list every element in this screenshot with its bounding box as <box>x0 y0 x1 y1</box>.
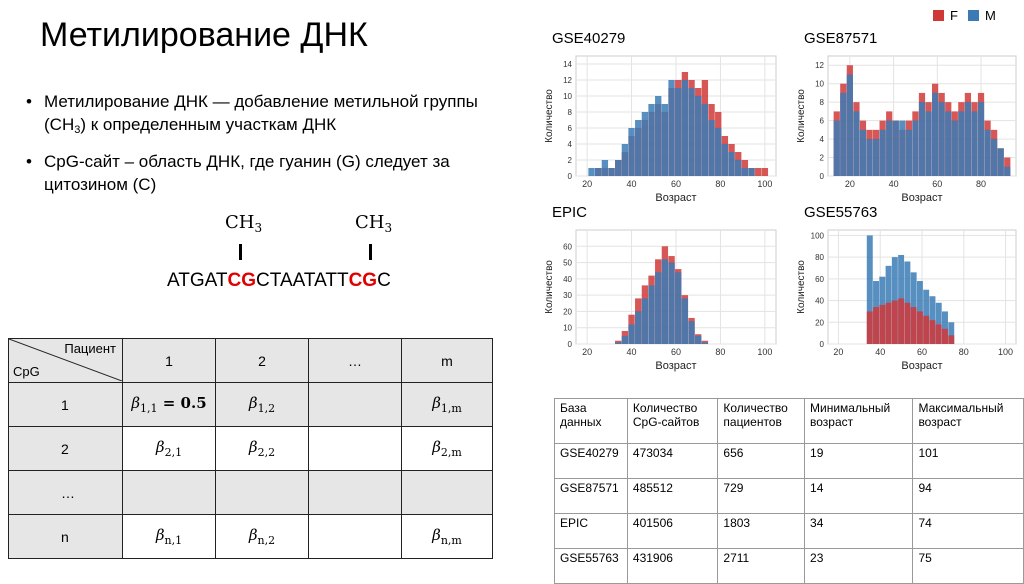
x-axis-label: Возраст <box>655 360 697 372</box>
x-tick-label: 60 <box>670 179 682 189</box>
y-tick-label: 80 <box>815 253 824 263</box>
beta-symbol: β <box>432 394 441 412</box>
y-tick-label: 20 <box>563 307 572 317</box>
histogram-bar <box>873 139 879 176</box>
bullet-methylation <box>18 90 518 142</box>
beta-cell <box>402 515 493 559</box>
table-row <box>9 515 493 559</box>
histogram-bar <box>923 316 929 344</box>
histogram-bar <box>873 307 879 344</box>
histogram-bar <box>978 102 984 176</box>
beta-index: 1,2 <box>257 402 276 415</box>
x-tick-label: 60 <box>932 179 943 189</box>
table-cell: GSE55763 <box>555 549 628 584</box>
histogram-bar <box>702 104 708 176</box>
histogram-bar <box>942 329 948 344</box>
y-tick-label: 12 <box>815 61 824 71</box>
histogram-bar <box>906 130 912 176</box>
table-cell <box>309 427 402 471</box>
beta-cell <box>216 383 309 427</box>
x-tick-label: 20 <box>582 179 593 189</box>
x-tick-label: 60 <box>916 347 928 357</box>
legend-swatch-f <box>933 10 944 21</box>
histogram-bar <box>735 160 741 176</box>
table-row <box>555 514 1024 549</box>
table-header-row <box>9 339 493 383</box>
histogram-bar <box>948 335 954 344</box>
beta-matrix-table <box>8 338 493 559</box>
histogram-bar <box>595 168 601 176</box>
histogram-bar <box>1004 167 1010 176</box>
bullet-list <box>18 90 518 204</box>
beta-index: n,2 <box>257 534 276 547</box>
y-tick-label: 8 <box>819 98 824 108</box>
histogram-bar <box>847 74 853 176</box>
histogram-bar <box>628 324 634 344</box>
table-cell: 431906 <box>627 549 718 584</box>
histogram-bar <box>742 168 748 176</box>
legend-label-m: M <box>984 8 996 23</box>
histogram-bar <box>755 168 761 176</box>
dna-segment: CTAATATT <box>256 270 349 291</box>
subscript: 3 <box>74 124 81 136</box>
methyl-group-1 <box>225 212 262 235</box>
corner-label-patient: Пациент <box>64 341 116 356</box>
histogram-bar <box>998 148 1004 176</box>
histogram-bar <box>722 144 728 176</box>
histogram-chart <box>792 208 1022 376</box>
beta-index: 1,1 <box>140 402 158 415</box>
table-row <box>9 383 493 427</box>
column-header: Количество CpG-сайтов <box>627 399 718 444</box>
table-row <box>9 471 493 515</box>
histogram-bar <box>675 88 681 176</box>
histogram-bar <box>622 336 628 344</box>
histogram-panel <box>540 204 782 376</box>
y-tick-label: 2 <box>819 153 824 163</box>
histogram-bar <box>936 324 942 344</box>
histogram-bar <box>635 311 641 344</box>
table-cell: 2711 <box>718 549 805 584</box>
table-cell <box>309 471 402 515</box>
histogram-bar <box>925 111 931 176</box>
column-header: Максимальный возраст <box>913 399 1024 444</box>
dna-sequence-diagram <box>167 212 427 292</box>
y-tick-label: 40 <box>815 296 824 306</box>
y-tick-label: 10 <box>815 79 824 89</box>
histogram-bar <box>880 130 886 176</box>
histogram-bar <box>958 111 964 176</box>
x-tick-label: 40 <box>888 179 899 189</box>
table-cell: 74 <box>913 514 1024 549</box>
histogram-bar <box>860 130 866 176</box>
histogram-panel <box>540 30 782 208</box>
y-tick-label: 2 <box>567 156 572 165</box>
bullet-text: Метилирование ДНК — добавление метильной группы (CH <box>44 92 478 134</box>
beta-index: 2,1 <box>164 446 183 459</box>
histogram-bar <box>886 121 892 176</box>
table-cell <box>309 515 402 559</box>
beta-cell <box>123 427 216 471</box>
table-cell: 23 <box>805 549 913 584</box>
histogram-bar <box>662 104 668 176</box>
x-tick-label: 80 <box>715 347 726 357</box>
table-cell: 75 <box>913 549 1024 584</box>
beta-index: n,1 <box>164 534 183 547</box>
histogram-panel <box>792 204 1022 376</box>
x-tick-label: 100 <box>757 179 773 189</box>
datasets-table <box>554 398 1024 584</box>
subscript: 3 <box>384 221 393 235</box>
table-cell: 729 <box>718 479 805 514</box>
dna-segment: ATGAT <box>167 270 228 291</box>
histogram-bar <box>662 259 668 344</box>
methyl-bond-2 <box>369 244 372 260</box>
histogram-panel <box>792 30 1022 208</box>
x-tick-label: 20 <box>582 347 593 357</box>
histogram-bar <box>668 263 674 344</box>
legend-swatch-m <box>968 10 979 21</box>
histogram-bar <box>898 298 904 344</box>
x-tick-label: 80 <box>958 347 969 357</box>
histogram-bar <box>892 301 898 344</box>
histogram-bar <box>834 121 840 176</box>
beta-cell <box>123 515 216 559</box>
table-cell: 34 <box>805 514 913 549</box>
histogram-bar <box>866 139 872 176</box>
histogram-bar <box>682 80 688 176</box>
cpg-site: CG <box>348 270 378 291</box>
y-tick-label: 30 <box>563 291 572 301</box>
histogram-bar <box>648 104 654 176</box>
x-tick-label: 40 <box>626 179 637 189</box>
histogram-bar <box>702 342 708 344</box>
histogram-chart <box>792 34 1022 208</box>
histogram-bar <box>919 102 925 176</box>
y-tick-label: 10 <box>563 323 572 333</box>
histogram-bar <box>929 320 935 344</box>
histogram-bar <box>991 139 997 176</box>
beta-cell <box>216 515 309 559</box>
column-header: 2 <box>216 339 309 383</box>
chart-title: GSE87571 <box>804 30 878 47</box>
y-tick-label: 0 <box>819 172 824 181</box>
histogram-bar <box>945 111 951 176</box>
column-header: Минимальный возраст <box>805 399 913 444</box>
table-cell: GSE40279 <box>555 444 628 479</box>
table-cell: 101 <box>913 444 1024 479</box>
y-tick-label: 50 <box>563 258 572 268</box>
histogram-chart <box>540 34 782 208</box>
row-header: 1 <box>9 383 123 427</box>
histogram-bar <box>622 144 628 176</box>
beta-cell <box>123 383 216 427</box>
beta-symbol: β <box>155 438 165 456</box>
histogram-bar <box>608 168 614 176</box>
y-tick-label: 12 <box>563 76 572 85</box>
table-cell <box>402 471 493 515</box>
x-tick-label: 100 <box>757 347 773 357</box>
table-cell: 485512 <box>627 479 718 514</box>
beta-symbol: β <box>248 526 258 544</box>
table-cell <box>123 471 216 515</box>
histogram-bar <box>932 93 938 176</box>
histogram-bar <box>648 285 654 344</box>
y-tick-label: 8 <box>567 108 572 117</box>
histogram-bar <box>695 336 701 344</box>
y-tick-label: 4 <box>819 135 824 145</box>
histogram-bar <box>688 88 694 176</box>
table-cell <box>216 471 309 515</box>
bullet-cpg: • CpG-сайт – область ДНК, где гуанин (G) следует за цитозином (С) <box>18 150 518 196</box>
histogram-bar <box>588 168 594 176</box>
histogram-bar <box>904 303 910 344</box>
histogram-bar <box>615 160 621 176</box>
chart-legend <box>933 8 996 23</box>
beta-index: 2,2 <box>257 446 276 459</box>
histogram-bar <box>971 111 977 176</box>
table-row <box>9 427 493 471</box>
column-header: 1 <box>123 339 216 383</box>
row-header: 2 <box>9 427 123 471</box>
y-tick-label: 0 <box>567 172 572 181</box>
x-tick-label: 80 <box>976 179 987 189</box>
table-cell: 656 <box>718 444 805 479</box>
x-tick-label: 40 <box>875 347 886 357</box>
beta-symbol: β <box>131 394 141 412</box>
table-cell: 94 <box>913 479 1024 514</box>
x-tick-label: 20 <box>844 179 855 189</box>
x-axis-label: Возраст <box>655 192 697 204</box>
histogram-bar <box>911 307 917 344</box>
table-cell <box>309 383 402 427</box>
chart-title: GSE40279 <box>552 30 626 47</box>
corner-label-cpg: CpG <box>13 364 40 379</box>
histogram-bar <box>984 130 990 176</box>
table-row <box>555 479 1024 514</box>
histogram-bar <box>879 305 885 344</box>
y-tick-label: 20 <box>815 318 824 328</box>
x-tick-label: 40 <box>626 347 637 357</box>
table-cell: 401506 <box>627 514 718 549</box>
x-tick-label: 80 <box>715 179 726 189</box>
histogram-bar <box>655 272 661 344</box>
legend-label-f: F <box>950 8 958 23</box>
table-cell: 19 <box>805 444 913 479</box>
y-tick-label: 0 <box>567 340 572 349</box>
beta-cell <box>402 383 493 427</box>
table-cell: 473034 <box>627 444 718 479</box>
histogram-bar <box>886 303 892 344</box>
y-tick-label: 10 <box>563 92 572 101</box>
table-cell: 1803 <box>718 514 805 549</box>
row-header: … <box>9 471 123 515</box>
y-tick-label: 6 <box>567 124 572 133</box>
beta-cell <box>216 427 309 471</box>
histogram-bar <box>917 311 923 344</box>
table-row <box>555 444 1024 479</box>
y-tick-label: 40 <box>563 274 572 284</box>
histogram-bar <box>668 80 674 176</box>
histogram-bar <box>939 102 945 176</box>
histogram-bar <box>952 121 958 176</box>
dna-string <box>167 270 391 292</box>
y-tick-label: 60 <box>563 242 572 252</box>
row-header: n <box>9 515 123 559</box>
x-axis-label: Возраст <box>901 360 943 372</box>
y-axis-label: Количество <box>544 260 555 314</box>
table-cell: 14 <box>805 479 913 514</box>
histogram-bar <box>965 102 971 176</box>
histogram-bar <box>615 342 621 344</box>
x-axis-label: Возраст <box>901 192 943 204</box>
column-header: m <box>402 339 493 383</box>
beta-symbol: β <box>432 438 441 456</box>
histogram-bar <box>728 152 734 176</box>
column-header: База данных <box>555 399 628 444</box>
histogram-bar <box>628 128 634 176</box>
beta-index: 1,m <box>440 402 462 415</box>
beta-symbol: β <box>155 526 165 544</box>
histogram-chart <box>540 208 782 376</box>
y-tick-label: 6 <box>819 116 824 126</box>
table-row <box>555 549 1024 584</box>
histogram-bar <box>899 121 905 176</box>
table-corner <box>9 339 123 383</box>
histogram-bar <box>867 311 873 344</box>
histogram-bar <box>853 111 859 176</box>
beta-symbol: β <box>248 438 258 456</box>
histogram-bar <box>675 272 681 344</box>
subscript: 3 <box>254 221 263 235</box>
y-axis-label: Количество <box>796 89 807 143</box>
y-tick-label: 0 <box>819 340 824 349</box>
table-cell: GSE87571 <box>555 479 628 514</box>
column-header: Количество пациентов <box>718 399 805 444</box>
x-tick-label: 20 <box>833 347 844 357</box>
dna-segment: C <box>377 270 391 291</box>
histogram-bar <box>708 120 714 176</box>
histogram-bar <box>748 168 754 176</box>
x-tick-label: 100 <box>998 347 1014 357</box>
beta-index: n,m <box>440 534 462 547</box>
y-tick-label: 4 <box>567 140 572 149</box>
beta-value: = 0.5 <box>157 394 207 412</box>
bullet-text: ) к определенным участкам ДНК <box>80 115 337 134</box>
histogram-bar <box>715 128 721 176</box>
histogram-bar <box>688 321 694 344</box>
histogram-bar <box>655 96 661 176</box>
beta-cell <box>402 427 493 471</box>
histogram-bar <box>682 298 688 344</box>
chart-title: EPIC <box>552 204 588 221</box>
y-tick-label: 14 <box>563 60 572 69</box>
histogram-bar <box>602 160 608 176</box>
x-tick-label: 60 <box>670 347 682 357</box>
methyl-group-2 <box>355 212 392 235</box>
beta-symbol: β <box>248 394 258 412</box>
methyl-label: CH <box>355 212 385 233</box>
beta-symbol: β <box>432 526 441 544</box>
methyl-bond-1 <box>239 244 242 260</box>
page-title: Метилирование ДНК <box>40 16 368 54</box>
table-cell: EPIC <box>555 514 628 549</box>
beta-index: 2,m <box>440 446 462 459</box>
methyl-label: CH <box>225 212 255 233</box>
y-tick-label: 100 <box>810 231 824 241</box>
histogram-bar <box>695 96 701 176</box>
histogram-bar <box>642 298 648 344</box>
y-tick-label: 60 <box>815 274 824 284</box>
histogram-bar <box>893 121 899 176</box>
histogram-bar <box>912 121 918 176</box>
histogram-bar <box>762 168 768 176</box>
y-axis-label: Количество <box>544 89 555 143</box>
histogram-bar <box>840 93 846 176</box>
y-axis-label: Количество <box>796 260 807 314</box>
chart-title: GSE55763 <box>804 204 878 221</box>
histogram-bar <box>635 120 641 176</box>
histogram-bar <box>642 112 648 176</box>
table-header-row <box>555 399 1024 444</box>
cpg-site: CG <box>227 270 257 291</box>
column-header: … <box>309 339 402 383</box>
